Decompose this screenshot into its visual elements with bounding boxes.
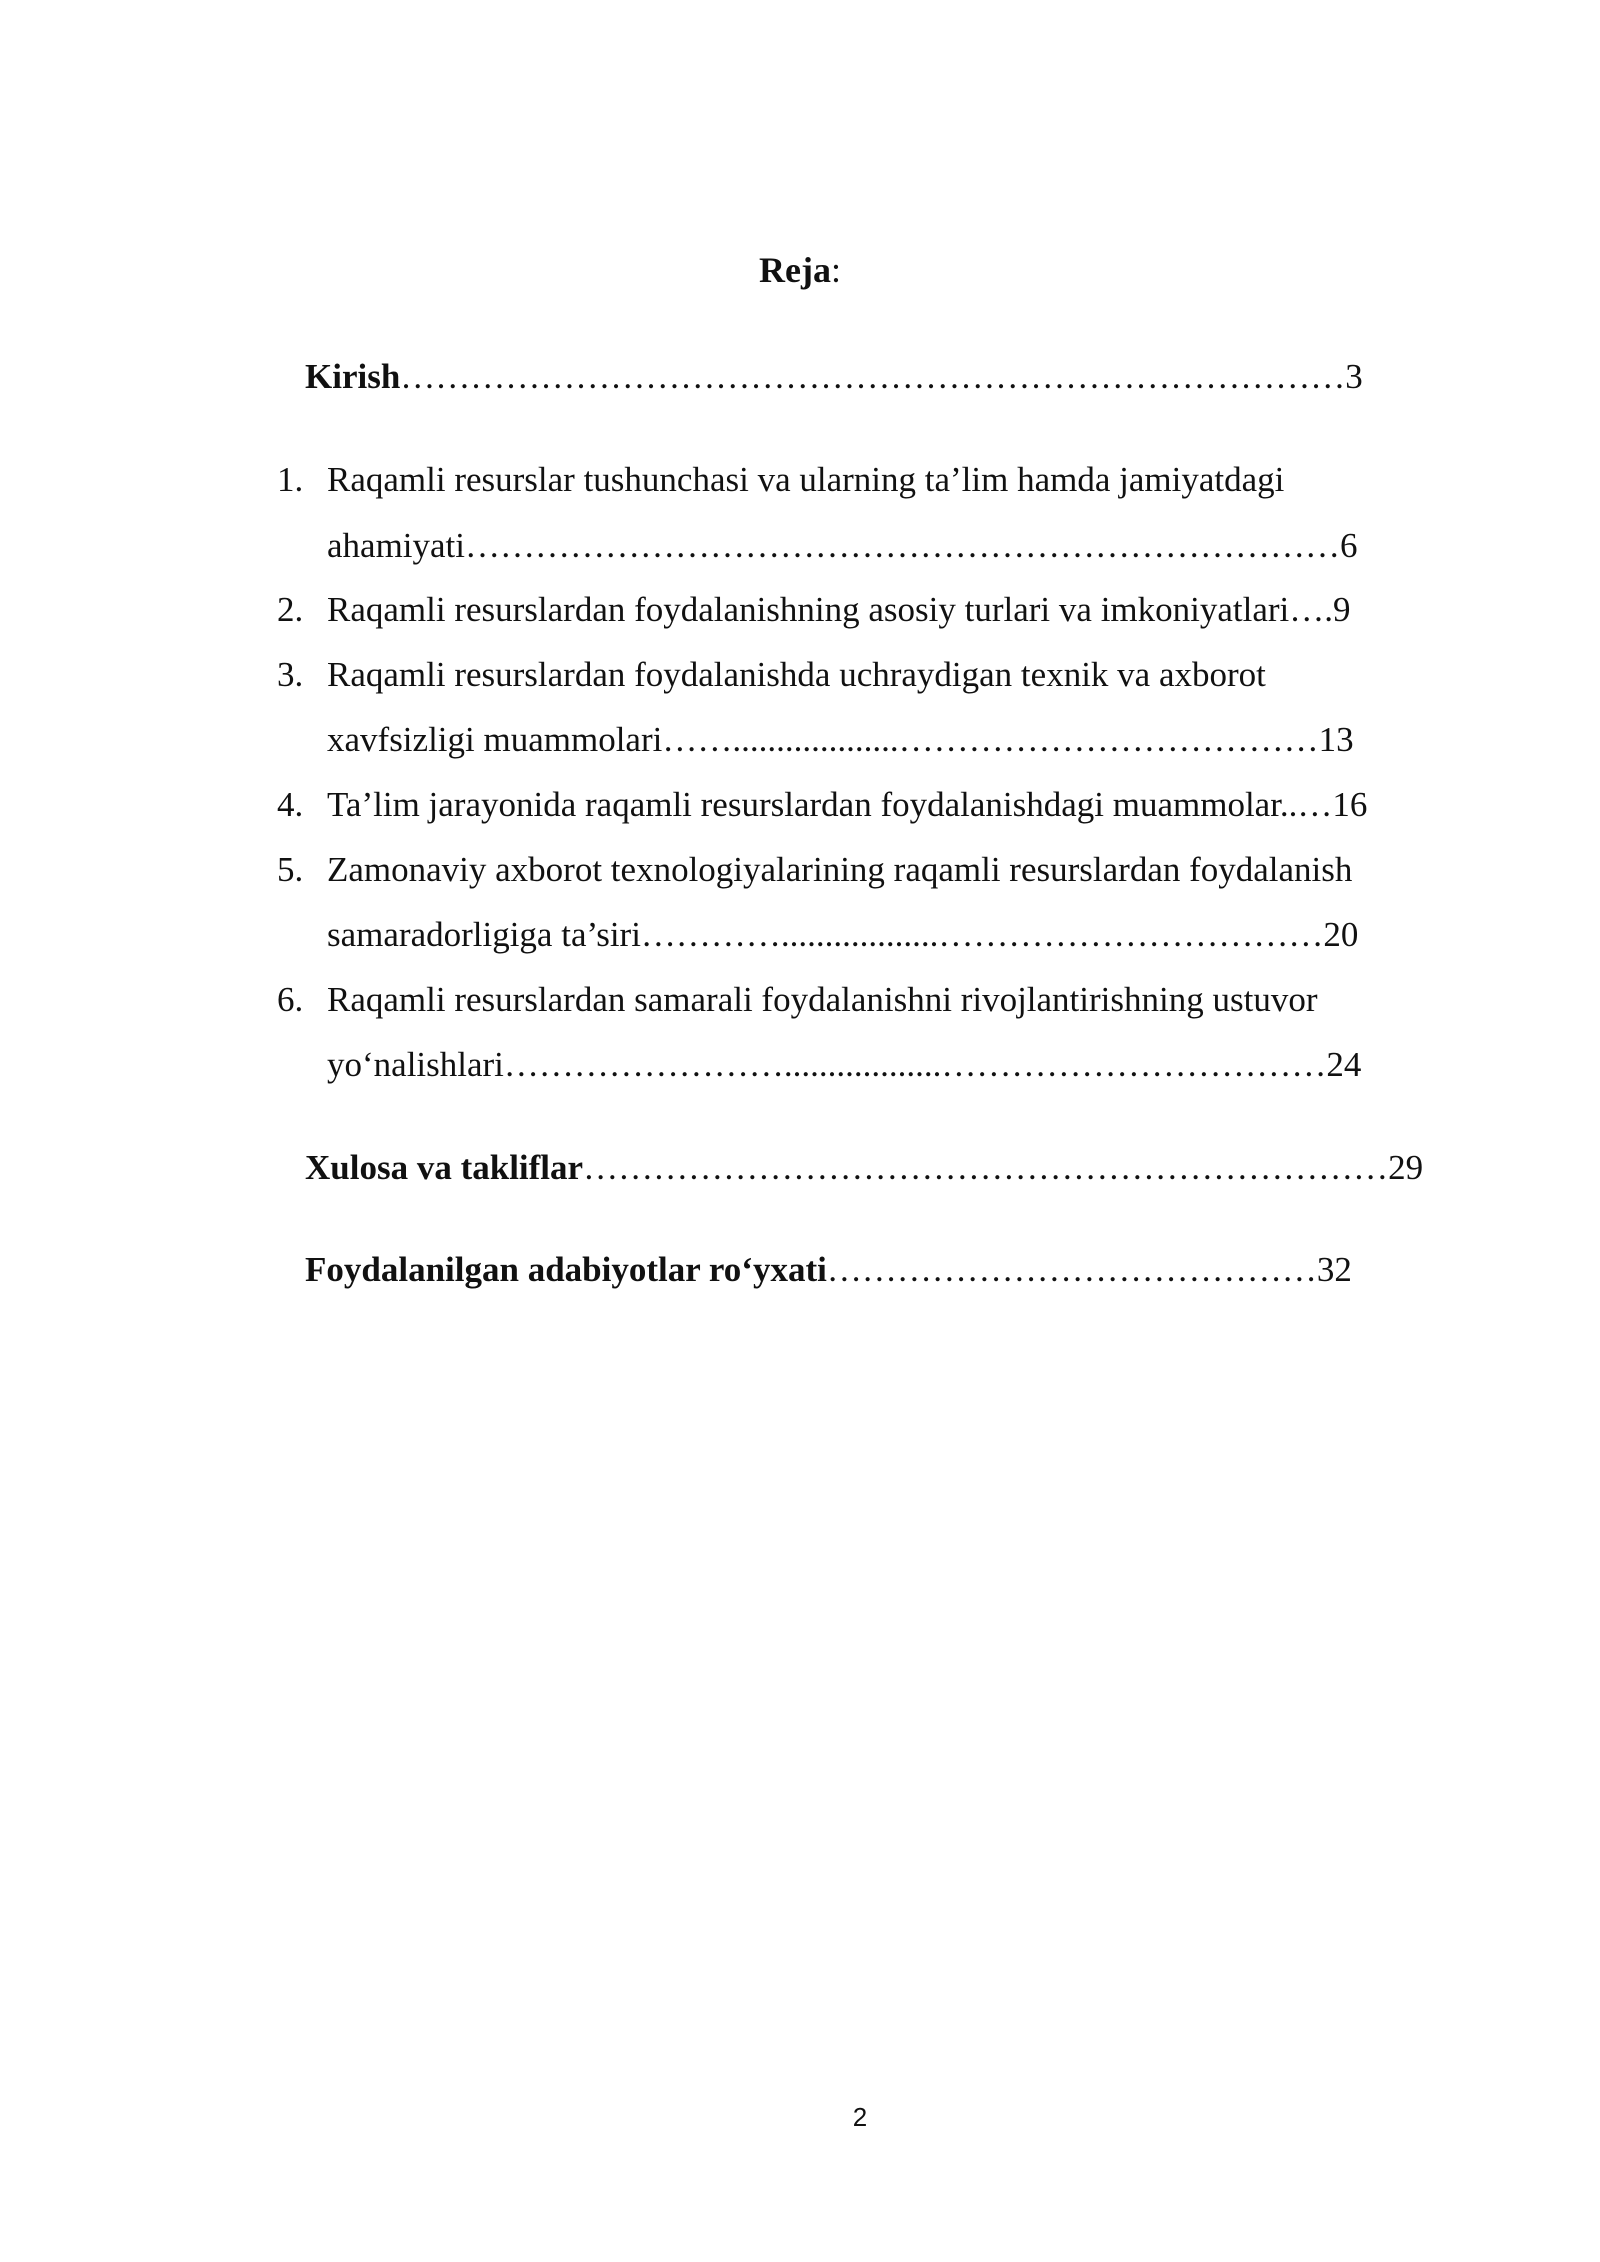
toc-item-number: 3. (277, 655, 304, 694)
toc-item-line: Raqamli resurslar tushunchasi va ularning ta’lim hamda jamiyatdagi (327, 460, 1285, 499)
toc-entry-adabiyotlar (305, 1248, 1352, 1292)
page-title (0, 248, 1600, 292)
toc-page-number: 3 (1345, 357, 1363, 396)
toc-item-number: 2. (277, 590, 304, 629)
toc-item-number: 4. (277, 785, 304, 824)
toc-item-line: Raqamli resurslardan foydalanishning asosiy turlari va imkoniyatlari….9 (327, 590, 1351, 629)
title-text: Reja (759, 250, 831, 290)
toc-item-number: 5. (277, 850, 304, 889)
toc-item-line: yo‘nalishlari……………………..................……………………………24 (327, 1045, 1362, 1084)
footer-page-number: 2 (852, 2102, 868, 2132)
toc-page-number: 29 (1388, 1148, 1424, 1187)
toc-item-line: Zamonaviy axborot texnologiyalarining raqamli resurslardan foydalanish (327, 850, 1353, 889)
toc-item-line: Raqamli resurslardan foydalanishda uchraydigan texnik va axborot (327, 655, 1266, 694)
toc-leader: …………………………………… (826, 1250, 1317, 1289)
toc-item-line: ahamiyati…………………………………………………………………6 (327, 526, 1358, 565)
toc-entry-title: Foydalanilgan adabiyotlar ro‘yxati (305, 1250, 827, 1289)
toc-item-number: 6. (277, 980, 304, 1019)
title-colon: : (830, 250, 841, 290)
toc-item-line: samaradorligiga ta’siri…………..................……………………………20 (327, 915, 1359, 954)
toc-entry-xulosa (305, 1146, 1423, 1190)
toc-item-number: 1. (277, 460, 304, 499)
toc-item-line: Raqamli resurslardan samarali foydalanishni rivojlantirishning ustuvor (327, 980, 1318, 1019)
toc-page-number: 32 (1316, 1250, 1352, 1289)
toc-item-line: Ta’lim jarayonida raqamli resurslardan foydalanishdagi muammolar..…16 (327, 785, 1368, 824)
toc-entry-title: Xulosa va takliflar (305, 1148, 584, 1187)
toc-entry-title: Kirish (305, 357, 401, 396)
toc-leader: ……………………………………………………………………… (400, 357, 1346, 396)
toc-entry-kirish (305, 355, 1363, 399)
toc-leader: …………………………………………………………… (583, 1148, 1389, 1187)
toc-item-line: xavfsizligi muammolari……...................………………………………13 (327, 720, 1354, 759)
